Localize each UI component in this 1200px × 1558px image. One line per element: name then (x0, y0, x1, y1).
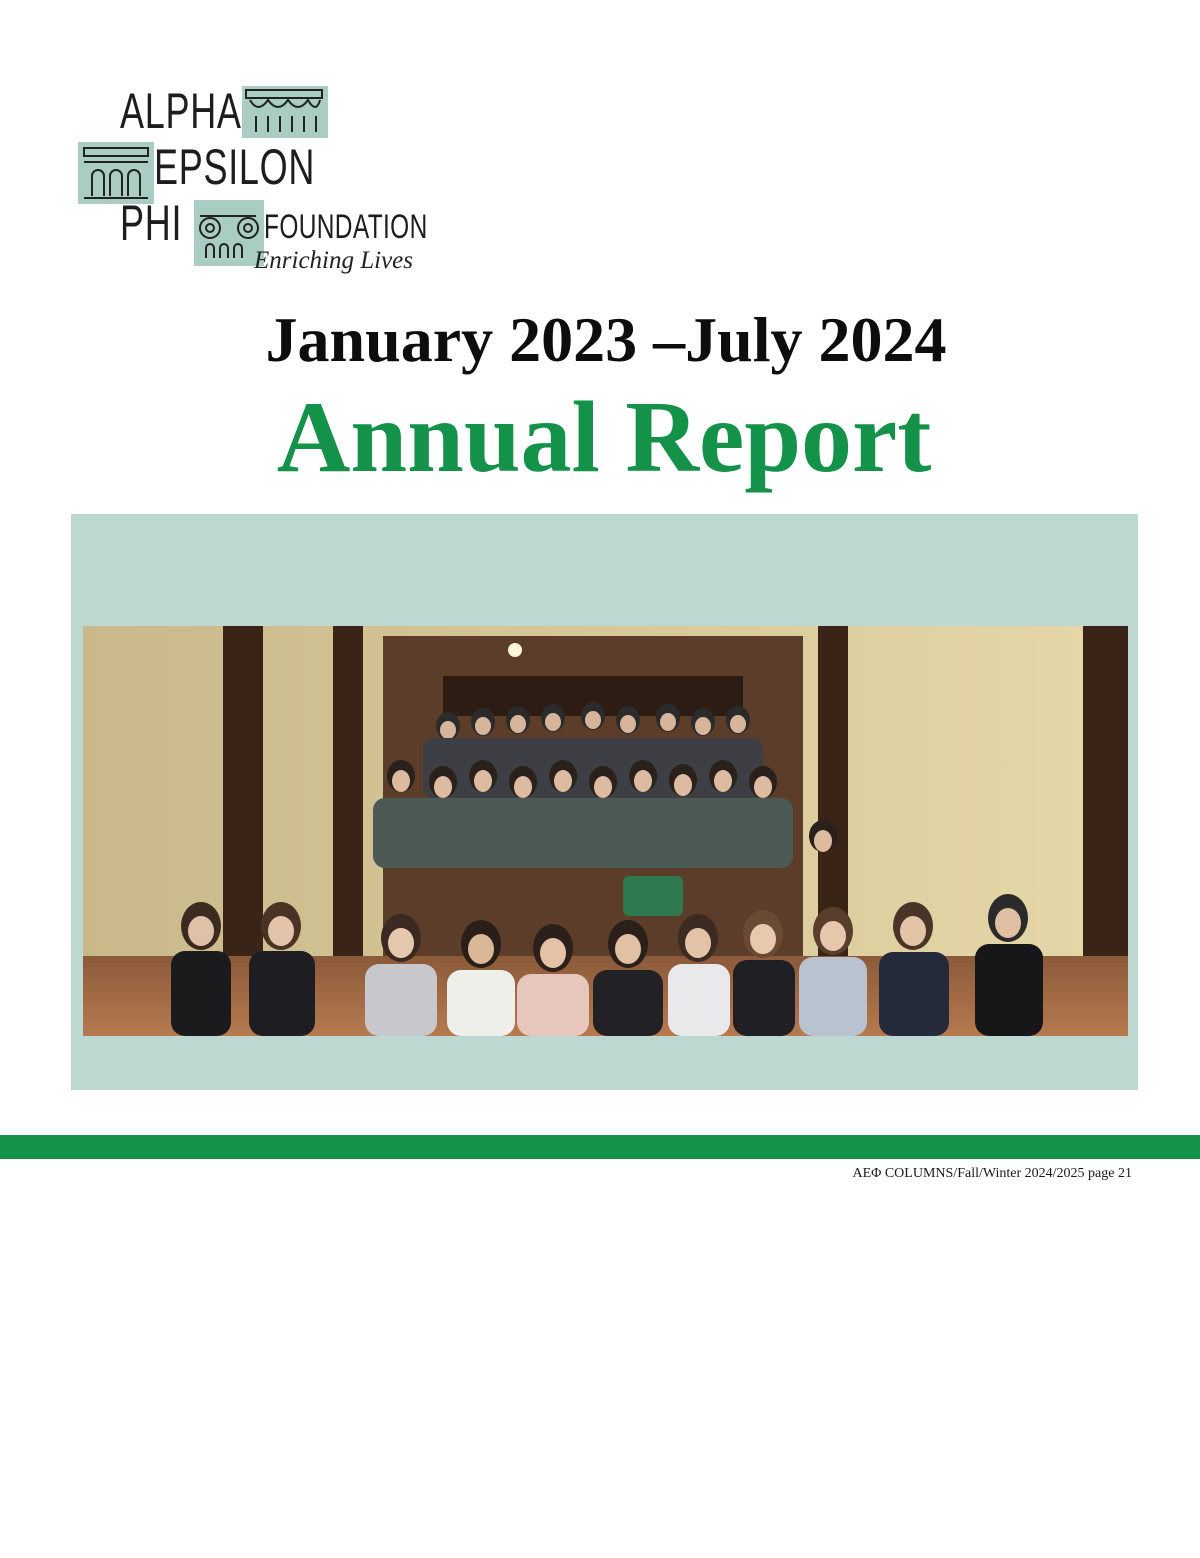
footer-page-info: AEΦ COLUMNS/Fall/Winter 2024/2025 page 21 (852, 1166, 1132, 1181)
report-title: Annual Report (276, 381, 932, 494)
report-date-range: January 2023 –July 2024 (265, 304, 947, 375)
foundation-logo (74, 76, 428, 286)
photo-door-frame-right (1083, 626, 1128, 956)
photo-ceiling-light (508, 643, 522, 657)
photo-panel (71, 514, 1138, 1090)
footer-bar (0, 1135, 1200, 1159)
logo-tagline: Enriching Lives (254, 247, 414, 274)
logo-word-foundation: FOUNDATION (264, 208, 428, 246)
photo-pillar-right (818, 626, 848, 956)
group-photo-illustration (83, 626, 1128, 1036)
photo-pillar-left (333, 626, 363, 956)
group-photo (83, 626, 1128, 1036)
photo-door-frame-left (223, 626, 263, 956)
logo-word-alpha: ALPHA (120, 83, 242, 139)
logo-word-phi: PHI (120, 195, 183, 251)
logo-word-epsilon: EPSILON (154, 139, 316, 195)
